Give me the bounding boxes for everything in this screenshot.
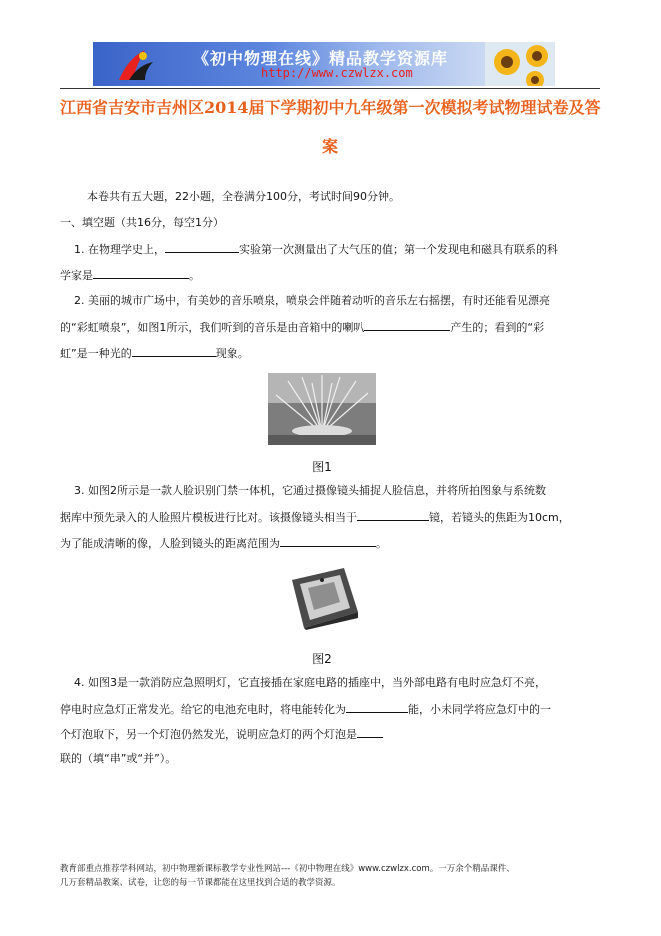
answer-blank[interactable]	[364, 320, 450, 331]
question-4-line-4: 联的（填“串”或“并”）。	[60, 752, 177, 765]
answer-blank[interactable]	[357, 510, 429, 521]
section-heading: 一、填空题（共16分，每空1分）	[60, 216, 224, 229]
site-logo-icon	[115, 46, 155, 84]
question-4-line-2: 停电时应急灯正常发光。给它的电池充电时，将电能转化为 能，小未同学将应急灯中的一	[60, 703, 551, 716]
answer-blank[interactable]	[165, 242, 239, 253]
question-3-line-3: 为了能成清晰的像，人脸到镜头的距离范围为 。	[60, 537, 387, 550]
banner-url[interactable]: http://www.czwlzx.com	[261, 66, 413, 80]
figure-1-caption: 图1	[312, 460, 332, 474]
footer-line-1: 教育部重点推荐学科网站，初中物理新课标教学专业性网站---《初中物理在线》www.czwlzx.com。一万余个精品课件、	[60, 864, 515, 874]
question-3-line-2: 据库中预先录入的人脸照片模板进行比对。该摄像镜头相当于 镜，若镜头的焦距为10cm，	[60, 511, 570, 524]
header-banner	[93, 42, 555, 86]
answer-blank[interactable]	[280, 536, 376, 547]
question-1-line-2: 学家是 。	[60, 269, 200, 282]
question-4-line-1: 4. 如图3是一款消防应急照明灯，它直接插在家庭电路的插座中，当外部电路有电时应急灯不亮，	[74, 676, 546, 689]
face-recognition-device-figure	[288, 566, 362, 630]
answer-blank[interactable]	[357, 727, 383, 738]
question-2-line-3: 虹”是一种光的 现象。	[60, 347, 249, 360]
answer-blank[interactable]	[132, 346, 216, 357]
page-title: 江西省吉安市吉州区2014届下学期初中九年级第一次模拟考试物理试卷及答	[60, 98, 601, 117]
answer-blank[interactable]	[93, 268, 189, 279]
page-title-continued: 案	[321, 137, 338, 156]
question-1-line-1: 1. 在物理学史上， 实验第一次测量出了大气压的值；第一个发现电和磁具有联系的科	[74, 243, 558, 256]
question-4-line-3: 个灯泡取下，另一个灯泡仍然发光，说明应急灯的两个灯泡是	[60, 727, 608, 742]
question-2-line-2: 的“彩虹喷泉”，如图1所示，我们听到的音乐是由音箱中的喇叭 产生的；看到的“彩	[60, 321, 545, 334]
header-divider	[60, 88, 600, 89]
figure-2-caption: 图2	[312, 652, 332, 666]
answer-blank[interactable]	[346, 702, 408, 713]
question-2-line-1: 2. 美丽的城市广场中，有美妙的音乐喷泉，喷泉会伴随着动听的音乐左右摇摆，有时还能看见漂亮	[74, 294, 550, 307]
banner-title: 《初中物理在线》精品教学资源库	[193, 49, 449, 68]
fountain-figure	[268, 373, 376, 445]
footer-line-2: 几万套精品教案、试卷，让您的每一节课都能在这里找到合适的教学资源。	[60, 878, 341, 888]
page-footer	[60, 862, 620, 890]
sunflower-icon	[485, 42, 555, 86]
question-3-line-1: 3. 如图2所示是一款人脸识别门禁一体机，它通过摄像镜头捕捉人脸信息，并将所拍图象与系统数	[74, 484, 546, 497]
exam-intro: 本卷共有五大题，22小题，全卷满分100分，考试时间90分钟。	[87, 190, 400, 203]
